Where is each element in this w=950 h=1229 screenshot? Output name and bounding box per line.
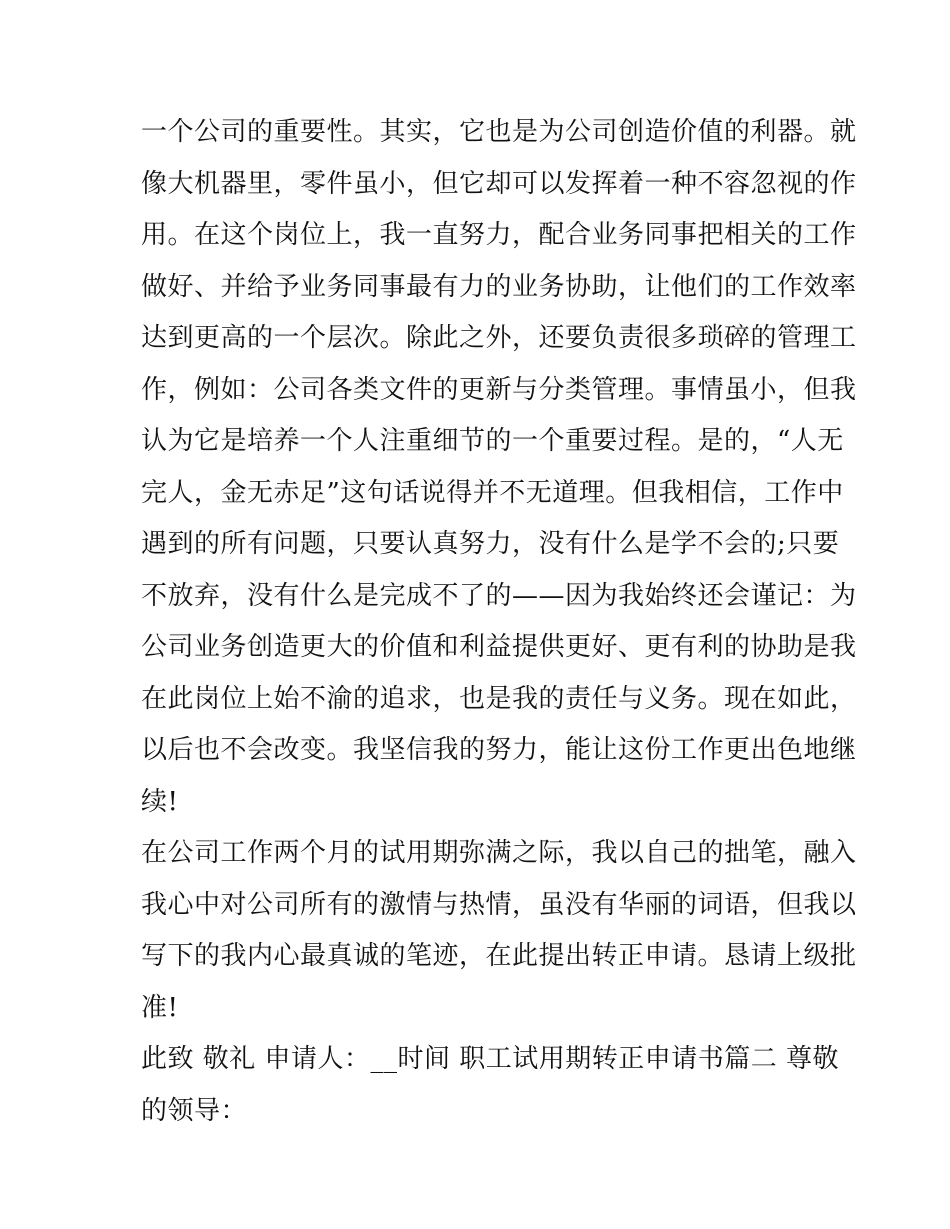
text-line: 在此岗位上始不渝的追求，也是我的责任与义务。现在如此， [141,683,857,714]
text-line: 用。在这个岗位上，我一直努力，配合业务同事把相关的工作 [141,220,857,250]
text-line: 准! [141,992,179,1023]
text-line: 写下的我内心最真诚的笔迹，在此提出转正申请。恳请上级批 [141,941,857,971]
text-line: 以后也不会改变。我坚信我的努力，能让这份工作更出色地继 [141,735,857,765]
text-line: 像大机器里，零件虽小，但它却可以发挥着一种不容忽视的作 [141,168,857,199]
text-line: 续! [141,786,179,817]
text-line: 在公司工作两个月的试用期弥满之际，我以自己的拙笔，融入 [141,838,857,868]
body-text [141,107,857,1137]
text-line: 做好、并给予业务同事最有力的业务协助，让他们的工作效率 [141,271,857,302]
text-line: 的领导： [141,1095,248,1126]
text-line: 达到更高的一个层次。除此之外，还要负责很多琐碎的管理工 [141,323,857,353]
text-line: 作，例如：公司各类文件的更新与分类管理。事情虽小，但我 [141,374,857,405]
text-line: 完人，金无赤足”这句话说得并不无道理。但我相信，工作中 [141,477,844,508]
text-line: 此致 敬礼 申请人：__时间 职工试用期转正申请书篇二 尊敬 [141,1044,840,1074]
text-line: 认为它是培养一个人注重细节的一个重要过程。是的，“人无 [141,426,844,456]
text-line: 我心中对公司所有的激情与热情，虽没有华丽的词语，但我以 [141,889,857,920]
text-line: 不放弃，没有什么是完成不了的——因为我始终还会谨记：为 [141,580,857,611]
text-line: 遇到的所有问题，只要认真努力，没有什么是学不会的;只要 [141,529,840,559]
text-line: 一个公司的重要性。其实，它也是为公司创造价值的利器。就 [141,117,857,147]
text-line: 公司业务创造更大的价值和利益提供更好、更有利的协助是我 [141,632,857,662]
